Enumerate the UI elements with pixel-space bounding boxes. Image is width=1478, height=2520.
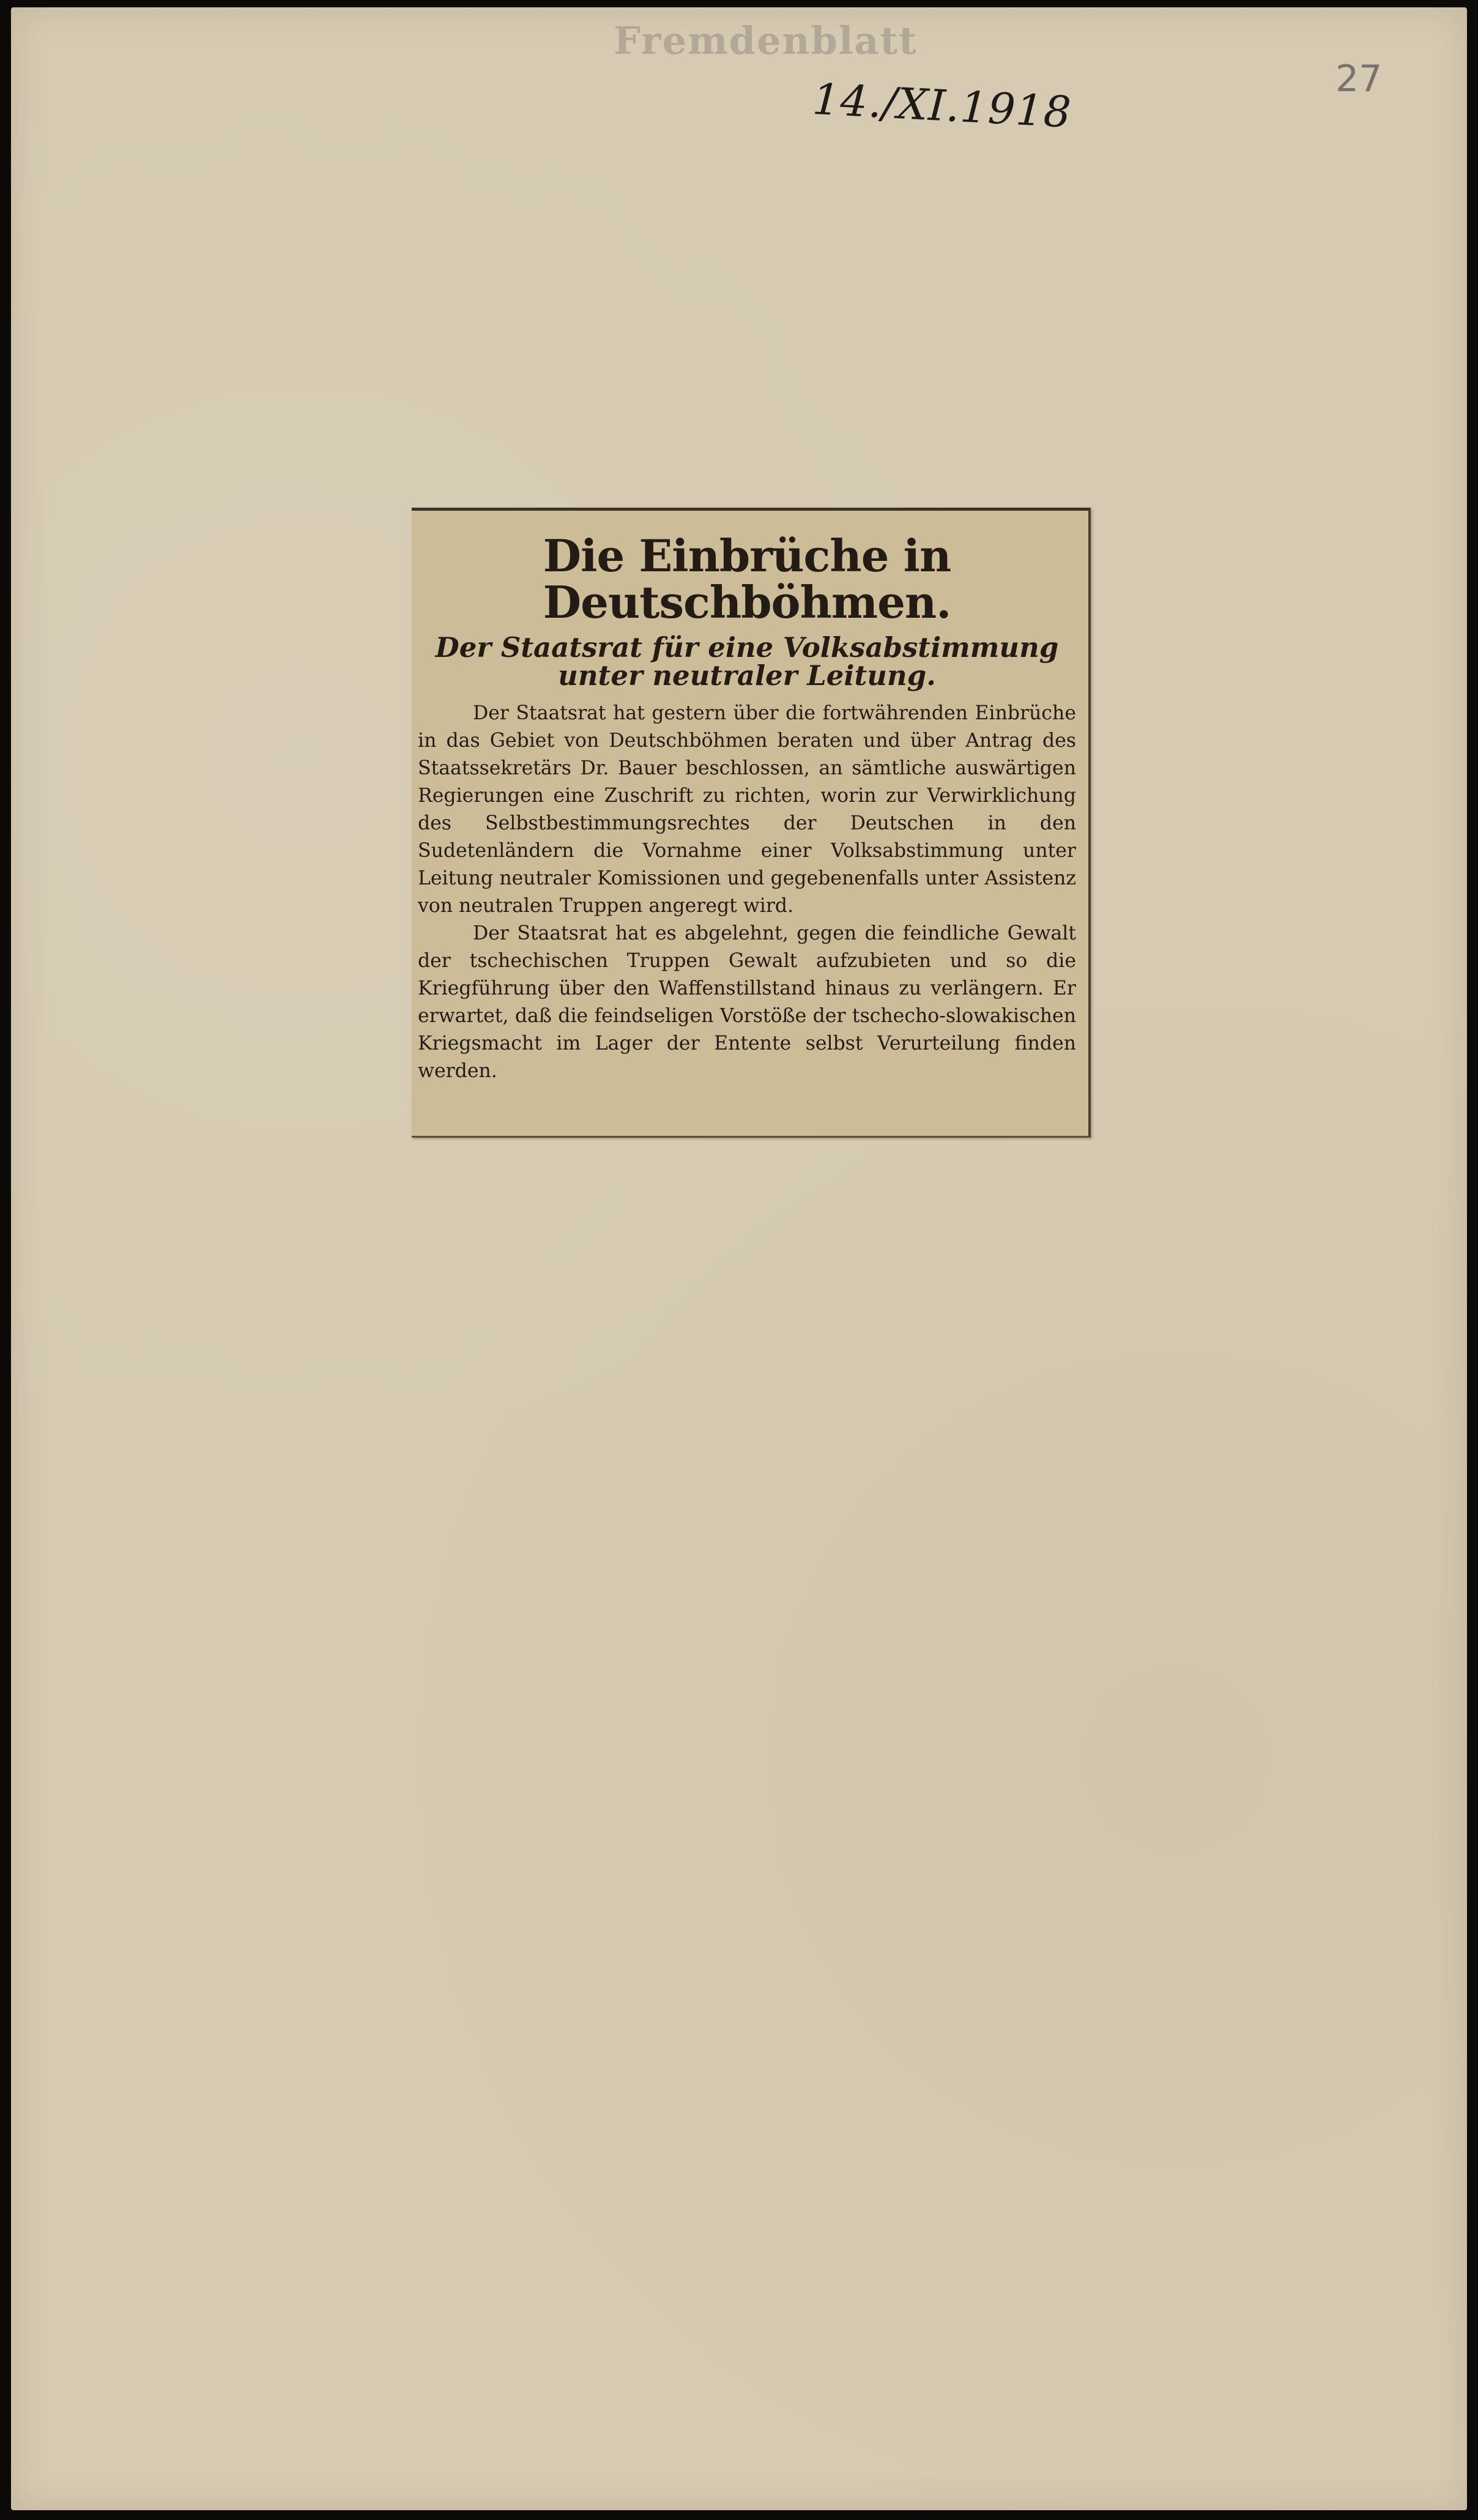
article-paragraph-1: Der Staatsrat hat gestern über die fortwährenden Einbrüche in das Gebiet von Deutschböhmen beraten und über Antrag des Staatssekretärs Dr. Bauer beschlossen, an sämtliche auswärtigen Regierungen eine Zuschrift zu richten, worin zur Verwirklichung des Selbstbestimmungsrechtes der Deutschen in den Sudetenländern die Vornahme einer Volksabstimmung unter Leitung neutraler Komissionen und gegebenenfalls unter Assistenz von neutralen Truppen angeregt wird. [418,702,1076,917]
article-paragraph-2: Der Staatsrat hat es abgelehnt, gegen die feindliche Gewalt der tschechischen Truppen Gewalt aufzubieten und so die Kriegführung über den Waffenstillstand hinaus zu verlängern. Er erwartet, daß die feindseligen Vorstöße der tschecho-slowakischen Kriegsmacht im Lager der Entente selbst Verurteilung finden werden. [418,922,1076,1082]
newspaper-stamp: Fremdenblatt [614,18,918,63]
archive-sheet [11,7,1467,2510]
handwritten-date: 14./XI.1918 [811,73,1073,138]
article-headline: Die Einbrüche in Deutschböhmen. [543,530,951,628]
article-subheadline: Der Staatsrat für eine Volksabstimmung unter neutraler Leitung. [435,631,1059,692]
page-number: 27 [1335,57,1383,100]
newspaper-clipping [412,508,1091,1138]
